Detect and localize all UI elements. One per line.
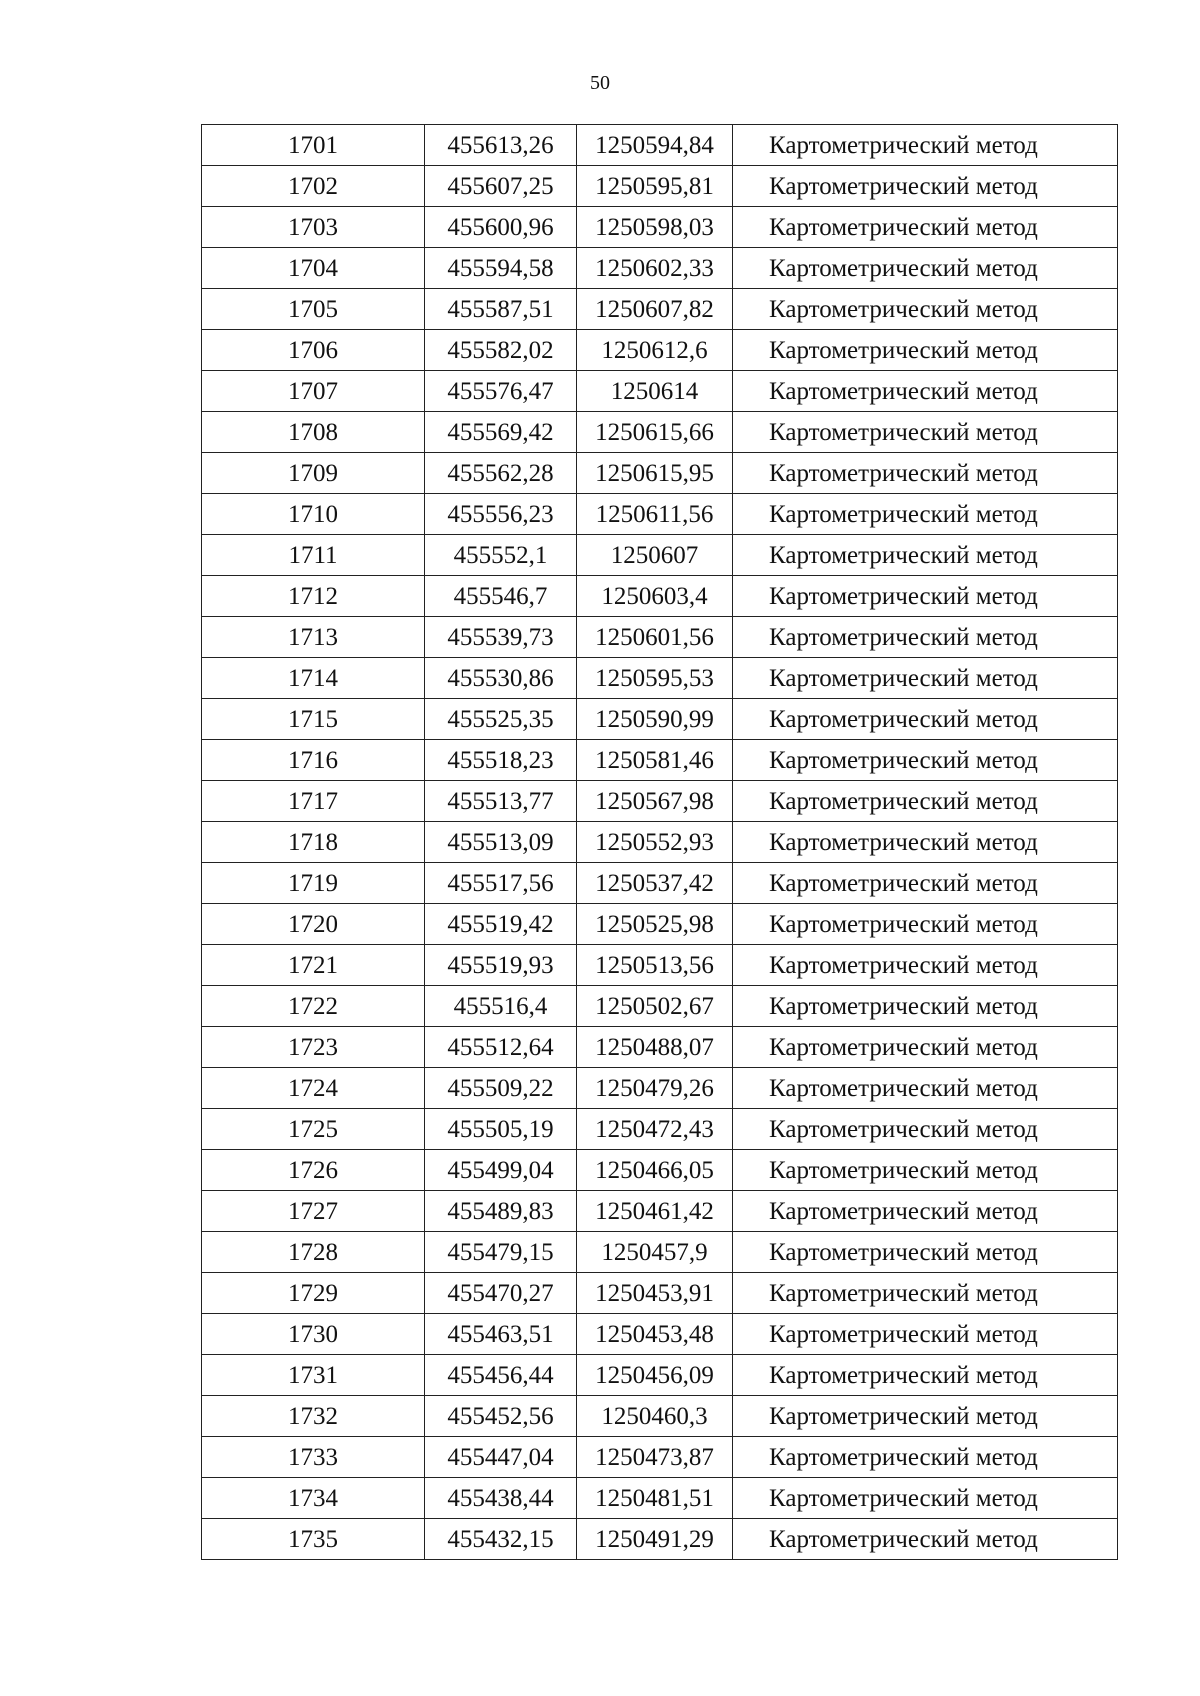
x-coordinate-cell: 455576,47 [425, 371, 577, 412]
point-number-cell: 1711 [202, 535, 425, 576]
point-number-cell: 1705 [202, 289, 425, 330]
table-row [202, 1396, 1118, 1437]
y-coordinate-cell: 1250537,42 [577, 863, 733, 904]
method-cell: Картометрический метод [733, 535, 1118, 576]
point-number-cell: 1706 [202, 330, 425, 371]
method-cell: Картометрический метод [733, 166, 1118, 207]
x-coordinate-cell: 455587,51 [425, 289, 577, 330]
point-number-cell: 1712 [202, 576, 425, 617]
x-coordinate-cell: 455456,44 [425, 1355, 577, 1396]
method-cell: Картометрический метод [733, 1396, 1118, 1437]
table-row [202, 453, 1118, 494]
x-coordinate-cell: 455512,64 [425, 1027, 577, 1068]
method-cell: Картометрический метод [733, 1273, 1118, 1314]
x-coordinate-cell: 455505,19 [425, 1109, 577, 1150]
point-number-cell: 1726 [202, 1150, 425, 1191]
method-cell: Картометрический метод [733, 863, 1118, 904]
y-coordinate-cell: 1250472,43 [577, 1109, 733, 1150]
method-cell: Картометрический метод [733, 1068, 1118, 1109]
table-row [202, 1150, 1118, 1191]
table-row [202, 863, 1118, 904]
method-cell: Картометрический метод [733, 330, 1118, 371]
method-cell: Картометрический метод [733, 1519, 1118, 1560]
method-cell: Картометрический метод [733, 494, 1118, 535]
table-row [202, 822, 1118, 863]
point-number-cell: 1701 [202, 125, 425, 166]
y-coordinate-cell: 1250461,42 [577, 1191, 733, 1232]
y-coordinate-cell: 1250453,48 [577, 1314, 733, 1355]
method-cell: Картометрический метод [733, 453, 1118, 494]
point-number-cell: 1725 [202, 1109, 425, 1150]
table-row [202, 1355, 1118, 1396]
point-number-cell: 1714 [202, 658, 425, 699]
y-coordinate-cell: 1250603,4 [577, 576, 733, 617]
y-coordinate-cell: 1250602,33 [577, 248, 733, 289]
point-number-cell: 1728 [202, 1232, 425, 1273]
x-coordinate-cell: 455509,22 [425, 1068, 577, 1109]
table-row [202, 371, 1118, 412]
coordinates-table [201, 124, 1118, 1560]
y-coordinate-cell: 1250479,26 [577, 1068, 733, 1109]
table-row [202, 1191, 1118, 1232]
x-coordinate-cell: 455552,1 [425, 535, 577, 576]
y-coordinate-cell: 1250457,9 [577, 1232, 733, 1273]
point-number-cell: 1715 [202, 699, 425, 740]
table-row [202, 699, 1118, 740]
y-coordinate-cell: 1250502,67 [577, 986, 733, 1027]
point-number-cell: 1710 [202, 494, 425, 535]
x-coordinate-cell: 455582,02 [425, 330, 577, 371]
point-number-cell: 1713 [202, 617, 425, 658]
method-cell: Картометрический метод [733, 371, 1118, 412]
y-coordinate-cell: 1250595,81 [577, 166, 733, 207]
point-number-cell: 1723 [202, 1027, 425, 1068]
point-number-cell: 1716 [202, 740, 425, 781]
table-row [202, 1478, 1118, 1519]
method-cell: Картометрический метод [733, 986, 1118, 1027]
y-coordinate-cell: 1250590,99 [577, 699, 733, 740]
x-coordinate-cell: 455470,27 [425, 1273, 577, 1314]
method-cell: Картометрический метод [733, 617, 1118, 658]
method-cell: Картометрический метод [733, 699, 1118, 740]
method-cell: Картометрический метод [733, 822, 1118, 863]
x-coordinate-cell: 455447,04 [425, 1437, 577, 1478]
point-number-cell: 1707 [202, 371, 425, 412]
point-number-cell: 1724 [202, 1068, 425, 1109]
y-coordinate-cell: 1250615,95 [577, 453, 733, 494]
method-cell: Картометрический метод [733, 740, 1118, 781]
y-coordinate-cell: 1250453,91 [577, 1273, 733, 1314]
x-coordinate-cell: 455489,83 [425, 1191, 577, 1232]
y-coordinate-cell: 1250601,56 [577, 617, 733, 658]
method-cell: Картометрический метод [733, 1478, 1118, 1519]
y-coordinate-cell: 1250615,66 [577, 412, 733, 453]
table-row [202, 248, 1118, 289]
x-coordinate-cell: 455530,86 [425, 658, 577, 699]
y-coordinate-cell: 1250473,87 [577, 1437, 733, 1478]
point-number-cell: 1721 [202, 945, 425, 986]
table-row [202, 1068, 1118, 1109]
y-coordinate-cell: 1250456,09 [577, 1355, 733, 1396]
point-number-cell: 1729 [202, 1273, 425, 1314]
point-number-cell: 1722 [202, 986, 425, 1027]
point-number-cell: 1720 [202, 904, 425, 945]
x-coordinate-cell: 455562,28 [425, 453, 577, 494]
y-coordinate-cell: 1250598,03 [577, 207, 733, 248]
point-number-cell: 1702 [202, 166, 425, 207]
method-cell: Картометрический метод [733, 207, 1118, 248]
table-row [202, 166, 1118, 207]
x-coordinate-cell: 455463,51 [425, 1314, 577, 1355]
method-cell: Картометрический метод [733, 781, 1118, 822]
x-coordinate-cell: 455525,35 [425, 699, 577, 740]
method-cell: Картометрический метод [733, 904, 1118, 945]
table-row [202, 1437, 1118, 1478]
y-coordinate-cell: 1250552,93 [577, 822, 733, 863]
x-coordinate-cell: 455556,23 [425, 494, 577, 535]
x-coordinate-cell: 455594,58 [425, 248, 577, 289]
table-row [202, 289, 1118, 330]
method-cell: Картометрический метод [733, 1437, 1118, 1478]
x-coordinate-cell: 455499,04 [425, 1150, 577, 1191]
table-row [202, 1273, 1118, 1314]
x-coordinate-cell: 455539,73 [425, 617, 577, 658]
x-coordinate-cell: 455516,4 [425, 986, 577, 1027]
x-coordinate-cell: 455432,15 [425, 1519, 577, 1560]
y-coordinate-cell: 1250595,53 [577, 658, 733, 699]
y-coordinate-cell: 1250460,3 [577, 1396, 733, 1437]
table-row [202, 740, 1118, 781]
x-coordinate-cell: 455600,96 [425, 207, 577, 248]
x-coordinate-cell: 455569,42 [425, 412, 577, 453]
y-coordinate-cell: 1250481,51 [577, 1478, 733, 1519]
x-coordinate-cell: 455607,25 [425, 166, 577, 207]
y-coordinate-cell: 1250607,82 [577, 289, 733, 330]
coordinates-table-body [202, 125, 1118, 1560]
table-row [202, 1314, 1118, 1355]
table-row [202, 207, 1118, 248]
x-coordinate-cell: 455479,15 [425, 1232, 577, 1273]
y-coordinate-cell: 1250488,07 [577, 1027, 733, 1068]
y-coordinate-cell: 1250607 [577, 535, 733, 576]
point-number-cell: 1735 [202, 1519, 425, 1560]
y-coordinate-cell: 1250612,6 [577, 330, 733, 371]
table-row [202, 330, 1118, 371]
x-coordinate-cell: 455513,77 [425, 781, 577, 822]
method-cell: Картометрический метод [733, 658, 1118, 699]
y-coordinate-cell: 1250513,56 [577, 945, 733, 986]
point-number-cell: 1717 [202, 781, 425, 822]
y-coordinate-cell: 1250466,05 [577, 1150, 733, 1191]
table-row [202, 494, 1118, 535]
point-number-cell: 1703 [202, 207, 425, 248]
y-coordinate-cell: 1250525,98 [577, 904, 733, 945]
y-coordinate-cell: 1250594,84 [577, 125, 733, 166]
table-row [202, 576, 1118, 617]
table-row [202, 617, 1118, 658]
point-number-cell: 1734 [202, 1478, 425, 1519]
table-row [202, 781, 1118, 822]
method-cell: Картометрический метод [733, 1355, 1118, 1396]
x-coordinate-cell: 455517,56 [425, 863, 577, 904]
table-row [202, 412, 1118, 453]
point-number-cell: 1732 [202, 1396, 425, 1437]
point-number-cell: 1718 [202, 822, 425, 863]
x-coordinate-cell: 455513,09 [425, 822, 577, 863]
table-row [202, 1232, 1118, 1273]
y-coordinate-cell: 1250567,98 [577, 781, 733, 822]
point-number-cell: 1733 [202, 1437, 425, 1478]
x-coordinate-cell: 455518,23 [425, 740, 577, 781]
table-row [202, 125, 1118, 166]
y-coordinate-cell: 1250581,46 [577, 740, 733, 781]
point-number-cell: 1709 [202, 453, 425, 494]
page-number: 50 [590, 72, 610, 94]
method-cell: Картометрический метод [733, 125, 1118, 166]
table-row [202, 658, 1118, 699]
table-row [202, 535, 1118, 576]
method-cell: Картометрический метод [733, 1314, 1118, 1355]
method-cell: Картометрический метод [733, 1232, 1118, 1273]
point-number-cell: 1730 [202, 1314, 425, 1355]
point-number-cell: 1704 [202, 248, 425, 289]
point-number-cell: 1727 [202, 1191, 425, 1232]
table-row [202, 904, 1118, 945]
table-row [202, 1519, 1118, 1560]
method-cell: Картометрический метод [733, 576, 1118, 617]
method-cell: Картометрический метод [733, 289, 1118, 330]
table-row [202, 1109, 1118, 1150]
table-row [202, 945, 1118, 986]
y-coordinate-cell: 1250491,29 [577, 1519, 733, 1560]
method-cell: Картометрический метод [733, 1109, 1118, 1150]
x-coordinate-cell: 455519,42 [425, 904, 577, 945]
method-cell: Картометрический метод [733, 1150, 1118, 1191]
point-number-cell: 1719 [202, 863, 425, 904]
method-cell: Картометрический метод [733, 1027, 1118, 1068]
x-coordinate-cell: 455546,7 [425, 576, 577, 617]
table-row [202, 1027, 1118, 1068]
x-coordinate-cell: 455519,93 [425, 945, 577, 986]
method-cell: Картометрический метод [733, 945, 1118, 986]
x-coordinate-cell: 455438,44 [425, 1478, 577, 1519]
x-coordinate-cell: 455613,26 [425, 125, 577, 166]
x-coordinate-cell: 455452,56 [425, 1396, 577, 1437]
y-coordinate-cell: 1250611,56 [577, 494, 733, 535]
method-cell: Картометрический метод [733, 412, 1118, 453]
point-number-cell: 1708 [202, 412, 425, 453]
method-cell: Картометрический метод [733, 248, 1118, 289]
y-coordinate-cell: 1250614 [577, 371, 733, 412]
point-number-cell: 1731 [202, 1355, 425, 1396]
table-row [202, 986, 1118, 1027]
method-cell: Картометрический метод [733, 1191, 1118, 1232]
